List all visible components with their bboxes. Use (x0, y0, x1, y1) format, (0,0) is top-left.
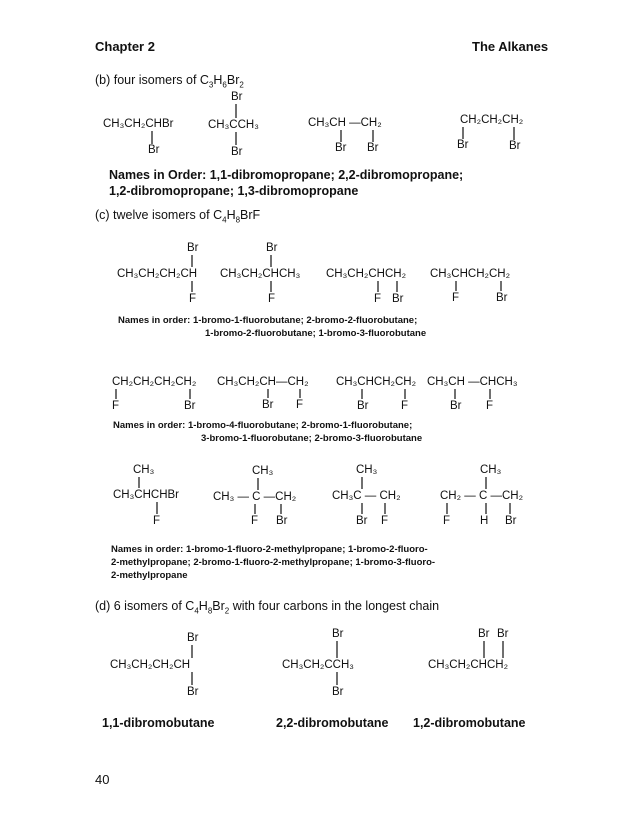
c-r3-d-h: H (480, 515, 489, 527)
d-b: CH₃CH₂CCH₃ (282, 659, 354, 671)
c-r2-d-br: Br (450, 400, 462, 412)
c-r1-c: CH₃CH₂CHCH₂ (326, 268, 407, 280)
c-r3-c: CH₃C — CH₂ (332, 490, 401, 502)
structure-b2: CH₃CCH₃ (208, 119, 259, 131)
c-r1-b-br: Br (266, 242, 278, 254)
d-b-br-bot: Br (332, 686, 344, 698)
c-r2-c: CH₃CHCH₂CH₂ (336, 376, 417, 388)
c-r1-d-f: F (452, 292, 460, 304)
c-r1-b: CH₃CH₂CHCH₃ (220, 268, 301, 280)
d-name-a: 1,1-dibromobutane (102, 716, 215, 730)
structure-b2-br-top: Br (231, 91, 243, 103)
c-r1-a: CH₃CH₂CH₂CH (117, 268, 198, 280)
names-c-r2-line2: 3-bromo-1-fluorobutane; 2-bromo-3-fluorobutane (201, 433, 423, 444)
d-a-br-bot: Br (187, 686, 199, 698)
c-r2-c-f: F (401, 400, 409, 412)
d-c-br2: Br (497, 628, 509, 640)
names-c-r1-line1: Names in order: 1-bromo-1-fluorobutane; 2-bromo-2-fluorobutane; (118, 315, 418, 326)
names-c-r3-line3: 2-methylpropane (111, 570, 188, 581)
c-r1-d: CH₃CHCH₂CH₂ (430, 268, 511, 280)
structure-b1: CH₃CH₂CHBr (103, 118, 174, 130)
c-r2-a-br: Br (184, 400, 196, 412)
page-number: 40 (95, 772, 110, 787)
c-r2-a: CH₂CH₂CH₂CH₂ (112, 376, 197, 388)
question-c: (c) twelve isomers of $C_4H_8BrF$ (95, 208, 261, 225)
c-r3-d-f: F (443, 515, 451, 527)
c-r2-b-f: F (296, 399, 304, 411)
structure-b3: CH₃CH —CH₂ (308, 117, 382, 129)
c-r3-b-ch3: CH₃ (252, 465, 274, 477)
c-r2-b-br: Br (262, 399, 274, 411)
c-r1-c-f: F (374, 293, 382, 305)
c-r3-d: CH₂ — C —CH₂ (440, 490, 524, 502)
c-r3-b-br: Br (276, 515, 288, 527)
c-r1-c-br: Br (392, 293, 404, 305)
c-r1-b-f: F (268, 293, 276, 305)
c-r3-a: CH₃CHCHBr (113, 489, 180, 501)
d-c: CH₃CH₂CHCH₂ (428, 659, 509, 671)
question-b: (b) four isomers of $C_3H_6Br_2$ (95, 73, 244, 90)
names-b-line2: 1,2-dibromopropane; 1,3-dibromopropane (109, 184, 359, 198)
c-r2-d: CH₃CH —CHCH₃ (427, 376, 518, 388)
c-r2-b: CH₃CH₂CH—CH₂ (217, 376, 309, 388)
structure-b4: CH₂CH₂CH₂ (460, 114, 524, 126)
c-r2-c-br: Br (357, 400, 369, 412)
names-c-r3-line1: Names in order: 1-bromo-1-fluoro-2-methylpropane; 1-bromo-2-fluoro- (111, 544, 428, 555)
names-c-r2-line1: Names in order: 1-bromo-4-fluorobutane; 2-bromo-1-fluorobutane; (113, 420, 413, 431)
c-r1-a-br: Br (187, 242, 199, 254)
c-r3-c-ch3: CH₃ (356, 464, 378, 476)
c-r3-d-br: Br (505, 515, 517, 527)
c-r3-c-f: F (381, 515, 389, 527)
d-b-br-top: Br (332, 628, 344, 640)
d-name-c: 1,2-dibromobutane (413, 716, 526, 730)
question-d: (d) 6 isomers of $C_4H_8Br_2$ with four carbons in the longest chain (95, 599, 440, 616)
structure-b4-br1: Br (457, 139, 469, 151)
names-c-r3-line2: 2-methylpropane; 2-bromo-1-fluoro-2-methylpropane; 1-bromo-3-fluoro- (111, 557, 436, 568)
structure-b1-br: Br (148, 144, 160, 156)
c-r3-d-ch3: CH₃ (480, 464, 502, 476)
c-r3-b: CH₃ — C —CH₂ (213, 491, 297, 503)
names-b-line1: Names in Order: 1,1-dibromopropane; 2,2-dibromopropane; (109, 168, 464, 182)
structure-b4-br2: Br (509, 140, 521, 152)
chapter-title: The Alkanes (472, 39, 549, 54)
c-r2-a-f: F (112, 400, 120, 412)
c-r3-a-ch3: CH₃ (133, 464, 155, 476)
c-r2-d-f: F (486, 400, 494, 412)
d-a: CH₃CH₂CH₂CH (110, 659, 191, 671)
names-c-r1-line2: 1-bromo-2-fluorobutane; 1-bromo-3-fluorobutane (205, 328, 427, 339)
c-r3-b-f: F (251, 515, 259, 527)
structure-b3-br2: Br (367, 142, 379, 154)
c-r1-d-br: Br (496, 292, 508, 304)
d-a-br-top: Br (187, 632, 199, 644)
structure-b2-br-bot: Br (231, 146, 243, 158)
c-r1-a-f: F (189, 293, 197, 305)
d-name-b: 2,2-dibromobutane (276, 716, 389, 730)
d-c-br1: Br (478, 628, 490, 640)
c-r3-a-f: F (153, 515, 161, 527)
structure-b3-br1: Br (335, 142, 347, 154)
c-r3-c-br: Br (356, 515, 368, 527)
chapter-label: Chapter 2 (95, 39, 155, 54)
